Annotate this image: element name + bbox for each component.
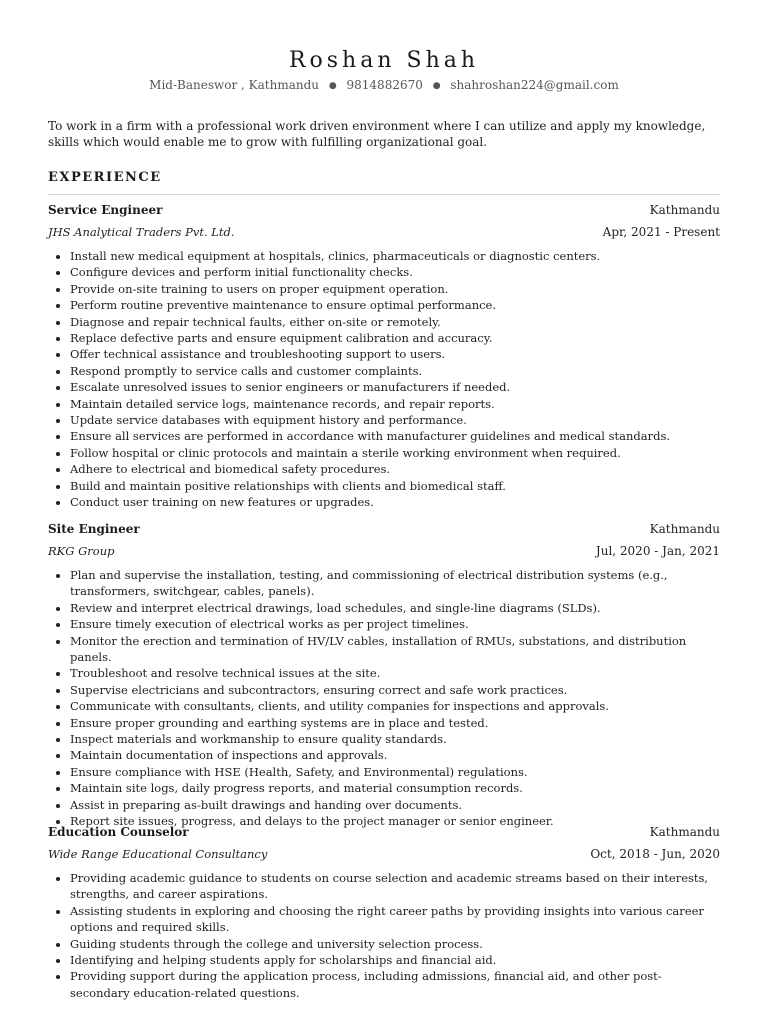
job-company: JHS Analytical Traders Pvt. Ltd. <box>48 225 235 239</box>
separator-dot: ● <box>432 81 441 91</box>
duty-item: • Install new medical equipment at hospitals, clinics, pharmaceuticals or diagnostic centers. <box>70 248 720 264</box>
duty-item: • Maintain site logs, daily progress reports, and material consumption records. <box>70 780 720 796</box>
duty-item: • Assisting students in exploring and choosing the right career paths by providing insights into various career options and required skills. <box>70 903 720 936</box>
duty-item: • Respond promptly to service calls and customer complaints. <box>70 363 720 379</box>
job-company: Wide Range Educational Consultancy <box>48 847 268 861</box>
duty-item: • Follow hospital or clinic protocols and maintain a sterile working environment when required. <box>70 445 720 461</box>
job-dates: Oct, 2018 - Jun, 2020 <box>590 847 720 861</box>
duty-item: • Troubleshoot and resolve technical issues at the site. <box>70 665 720 681</box>
duty-item: • Plan and supervise the installation, testing, and commissioning of electrical distribution systems (e.g., transformers, switchgear, cables, panels). <box>70 567 720 600</box>
duty-list <box>48 567 720 830</box>
duty-item: • Assist in preparing as-built drawings and handing over documents. <box>70 797 720 813</box>
job-location: Kathmandu <box>649 522 720 536</box>
duty-item: • Escalate unresolved issues to senior engineers or manufacturers if needed. <box>70 379 720 395</box>
duty-item: • Replace defective parts and ensure equipment calibration and accuracy. <box>70 330 720 346</box>
duty-list <box>48 870 720 1001</box>
job-location: Kathmandu <box>649 825 720 839</box>
job-dates: Jul, 2020 - Jan, 2021 <box>595 544 720 558</box>
duty-list <box>48 248 720 511</box>
duty-item: • Ensure all services are performed in accordance with manufacturer guidelines and medical standards. <box>70 428 720 444</box>
duty-item: • Identifying and helping students apply for scholarships and financial aid. <box>70 952 720 968</box>
job-subheader <box>48 843 720 865</box>
duty-item: • Providing support during the application process, including admissions, financial aid, and other post-secondary education-related questions. <box>70 968 720 1001</box>
duty-item: • Offer technical assistance and troubleshooting support to users. <box>70 346 720 362</box>
duty-item: • Guiding students through the college and university selection process. <box>70 936 720 952</box>
job-subheader <box>48 221 720 243</box>
job-role: Site Engineer <box>48 522 140 536</box>
duty-item: • Ensure timely execution of electrical works as per project timelines. <box>70 616 720 632</box>
contact-line <box>0 78 768 92</box>
objective-statement: To work in a firm with a professional work driven environment where I can utilize and apply my knowledge, skills which would enable me to grow with fulfilling organizational goal. <box>48 119 706 149</box>
duty-item: • Maintain detailed service logs, maintenance records, and repair reports. <box>70 396 720 412</box>
duty-item: • Ensure compliance with HSE (Health, Safety, and Environmental) regulations. <box>70 764 720 780</box>
duty-item: • Inspect materials and workmanship to ensure quality standards. <box>70 731 720 747</box>
duty-item: • Build and maintain positive relationships with clients and biomedical staff. <box>70 478 720 494</box>
job-location: Kathmandu <box>649 203 720 217</box>
job-header <box>48 821 720 843</box>
email-link[interactable]: shahroshan224@gmail.com <box>450 78 619 92</box>
address: Mid-Baneswor , Kathmandu <box>149 78 319 92</box>
duty-item: • Review and interpret electrical drawings, load schedules, and single-line diagrams (SLDs). <box>70 600 720 616</box>
duty-item: • Conduct user training on new features or upgrades. <box>70 494 720 510</box>
separator-dot: ● <box>328 81 337 91</box>
job-entry-education-counselor <box>48 821 720 1001</box>
job-entry-service-engineer <box>48 199 720 511</box>
job-header <box>48 199 720 221</box>
duty-item: • Update service databases with equipment history and performance. <box>70 412 720 428</box>
duty-item: • Maintain documentation of inspections and approvals. <box>70 747 720 763</box>
job-header <box>48 518 720 540</box>
duty-item: • Providing academic guidance to students on course selection and academic streams based on their interests, strengths, and career aspirations. <box>70 870 720 903</box>
duty-item: • Supervise electricians and subcontractors, ensuring correct and safe work practices. <box>70 682 720 698</box>
job-entry-site-engineer <box>48 518 720 830</box>
duty-item: • Report site issues, progress, and delays to the project manager or senior engineer. <box>70 813 720 829</box>
job-role: Education Counselor <box>48 825 189 839</box>
duty-item: • Ensure proper grounding and earthing systems are in place and tested. <box>70 715 720 731</box>
experience-heading: EXPERIENCE <box>48 170 162 185</box>
duty-item: • Communicate with consultants, clients, and utility companies for inspections and approvals. <box>70 698 720 714</box>
job-dates: Apr, 2021 - Present <box>602 225 720 239</box>
job-company: RKG Group <box>48 544 115 558</box>
duty-item: • Configure devices and perform initial functionality checks. <box>70 264 720 280</box>
section-divider <box>48 194 720 195</box>
duty-item: • Provide on-site training to users on proper equipment operation. <box>70 281 720 297</box>
job-subheader <box>48 540 720 562</box>
duty-item: • Monitor the erection and termination of HV/LV cables, installation of RMUs, substations, and distribution panels. <box>70 633 720 666</box>
duty-item: • Diagnose and repair technical faults, either on-site or remotely. <box>70 314 720 330</box>
candidate-name: Roshan Shah <box>288 48 480 73</box>
phone-number: 9814882670 <box>346 78 423 92</box>
duty-item: • Perform routine preventive maintenance to ensure optimal performance. <box>70 297 720 313</box>
job-role: Service Engineer <box>48 203 163 217</box>
duty-item: • Adhere to electrical and biomedical safety procedures. <box>70 461 720 477</box>
